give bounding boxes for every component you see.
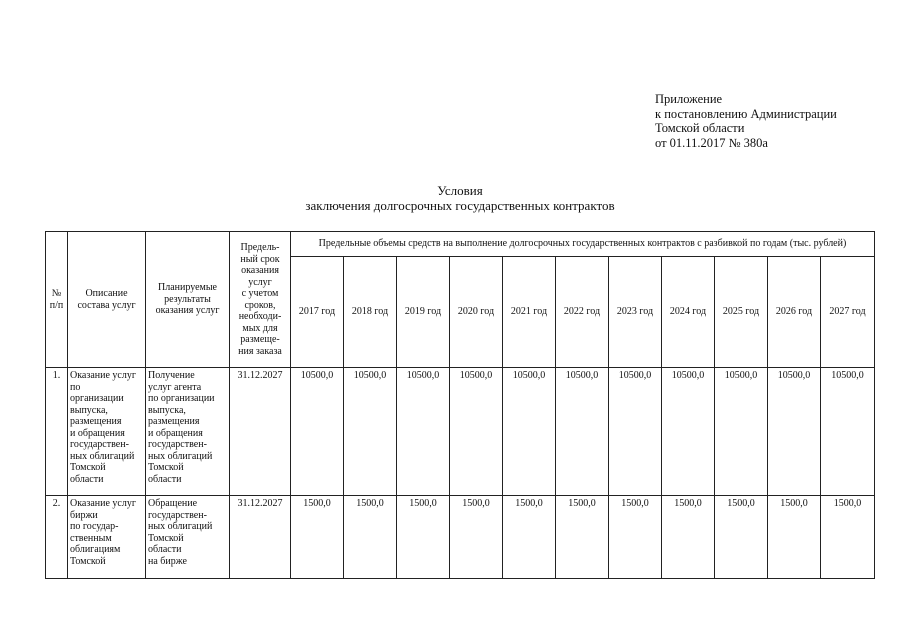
row-value: 1500,0 [821, 496, 875, 579]
row-value: 10500,0 [609, 368, 662, 496]
header-year: 2019 год [397, 257, 450, 368]
row-value: 10500,0 [503, 368, 556, 496]
header-deadline: Предель- ный срок оказания услуг с учетом сроков, необходи- мых для размеще- ния заказа [230, 232, 291, 368]
row-value: 1500,0 [503, 496, 556, 579]
header-year: 2027 год [821, 257, 875, 368]
appendix-line-1: Приложение [655, 92, 723, 106]
header-year: 2024 год [662, 257, 715, 368]
row-value: 10500,0 [450, 368, 503, 496]
table-row [46, 368, 875, 496]
header-year: 2023 год [609, 257, 662, 368]
header-year: 2018 год [344, 257, 397, 368]
table-row [46, 496, 875, 579]
row-num: 2. [46, 496, 68, 579]
header-description: Описание состава услуг [68, 232, 146, 368]
row-num: 1. [46, 368, 68, 496]
appendix-line-2: к постановлению Администрации [655, 106, 837, 121]
row-description: Оказание услуг биржи по государ- ственным облигациям Томской [68, 496, 146, 579]
row-value: 1500,0 [291, 496, 344, 579]
header-year: 2026 год [768, 257, 821, 368]
row-value: 1500,0 [556, 496, 609, 579]
header-year: 2017 год [291, 257, 344, 368]
row-value: 1500,0 [609, 496, 662, 579]
row-deadline: 31.12.2027 [230, 368, 291, 496]
header-year: 2021 год [503, 257, 556, 368]
row-value: 1500,0 [344, 496, 397, 579]
row-value: 1500,0 [397, 496, 450, 579]
row-deadline: 31.12.2027 [230, 496, 291, 579]
row-value: 10500,0 [556, 368, 609, 496]
header-volumes: Предельные объемы средств на выполнение долгосрочных государственных контрактов с разбивкой по годам (тыс. рублей) [291, 232, 875, 257]
row-value: 10500,0 [291, 368, 344, 496]
row-value: 10500,0 [344, 368, 397, 496]
header-results: Планируемые результаты оказания услуг [146, 232, 230, 368]
row-value: 10500,0 [715, 368, 768, 496]
title-line-2: заключения долгосрочных государственных контрактов [305, 198, 615, 213]
row-value: 1500,0 [768, 496, 821, 579]
contracts-table [45, 231, 875, 579]
row-value: 1500,0 [715, 496, 768, 579]
header-year: 2022 год [556, 257, 609, 368]
header-year: 2020 год [450, 257, 503, 368]
document-title [290, 183, 630, 213]
row-value: 1500,0 [450, 496, 503, 579]
row-value: 1500,0 [662, 496, 715, 579]
row-value: 10500,0 [662, 368, 715, 496]
row-value: 10500,0 [768, 368, 821, 496]
appendix-line-3: Томской области [655, 121, 745, 135]
row-results: Обращение государствен- ных облигаций Томской области на бирже [146, 496, 230, 579]
row-results: Получение услуг агента по организации выпуска, размещения и обращения государствен- ных облигаций Томской области [146, 368, 230, 496]
row-description: Оказание услуг по организации выпуска, размещения и обращения государствен- ных облигаций Томской области [68, 368, 146, 496]
header-num: № п/п [46, 232, 68, 368]
title-line-1: Условия [437, 183, 483, 198]
appendix-date-number: от 01.11.2017 № 380а [655, 135, 768, 150]
row-value: 10500,0 [821, 368, 875, 496]
header-year: 2025 год [715, 257, 768, 368]
row-value: 10500,0 [397, 368, 450, 496]
appendix-block [655, 92, 837, 150]
